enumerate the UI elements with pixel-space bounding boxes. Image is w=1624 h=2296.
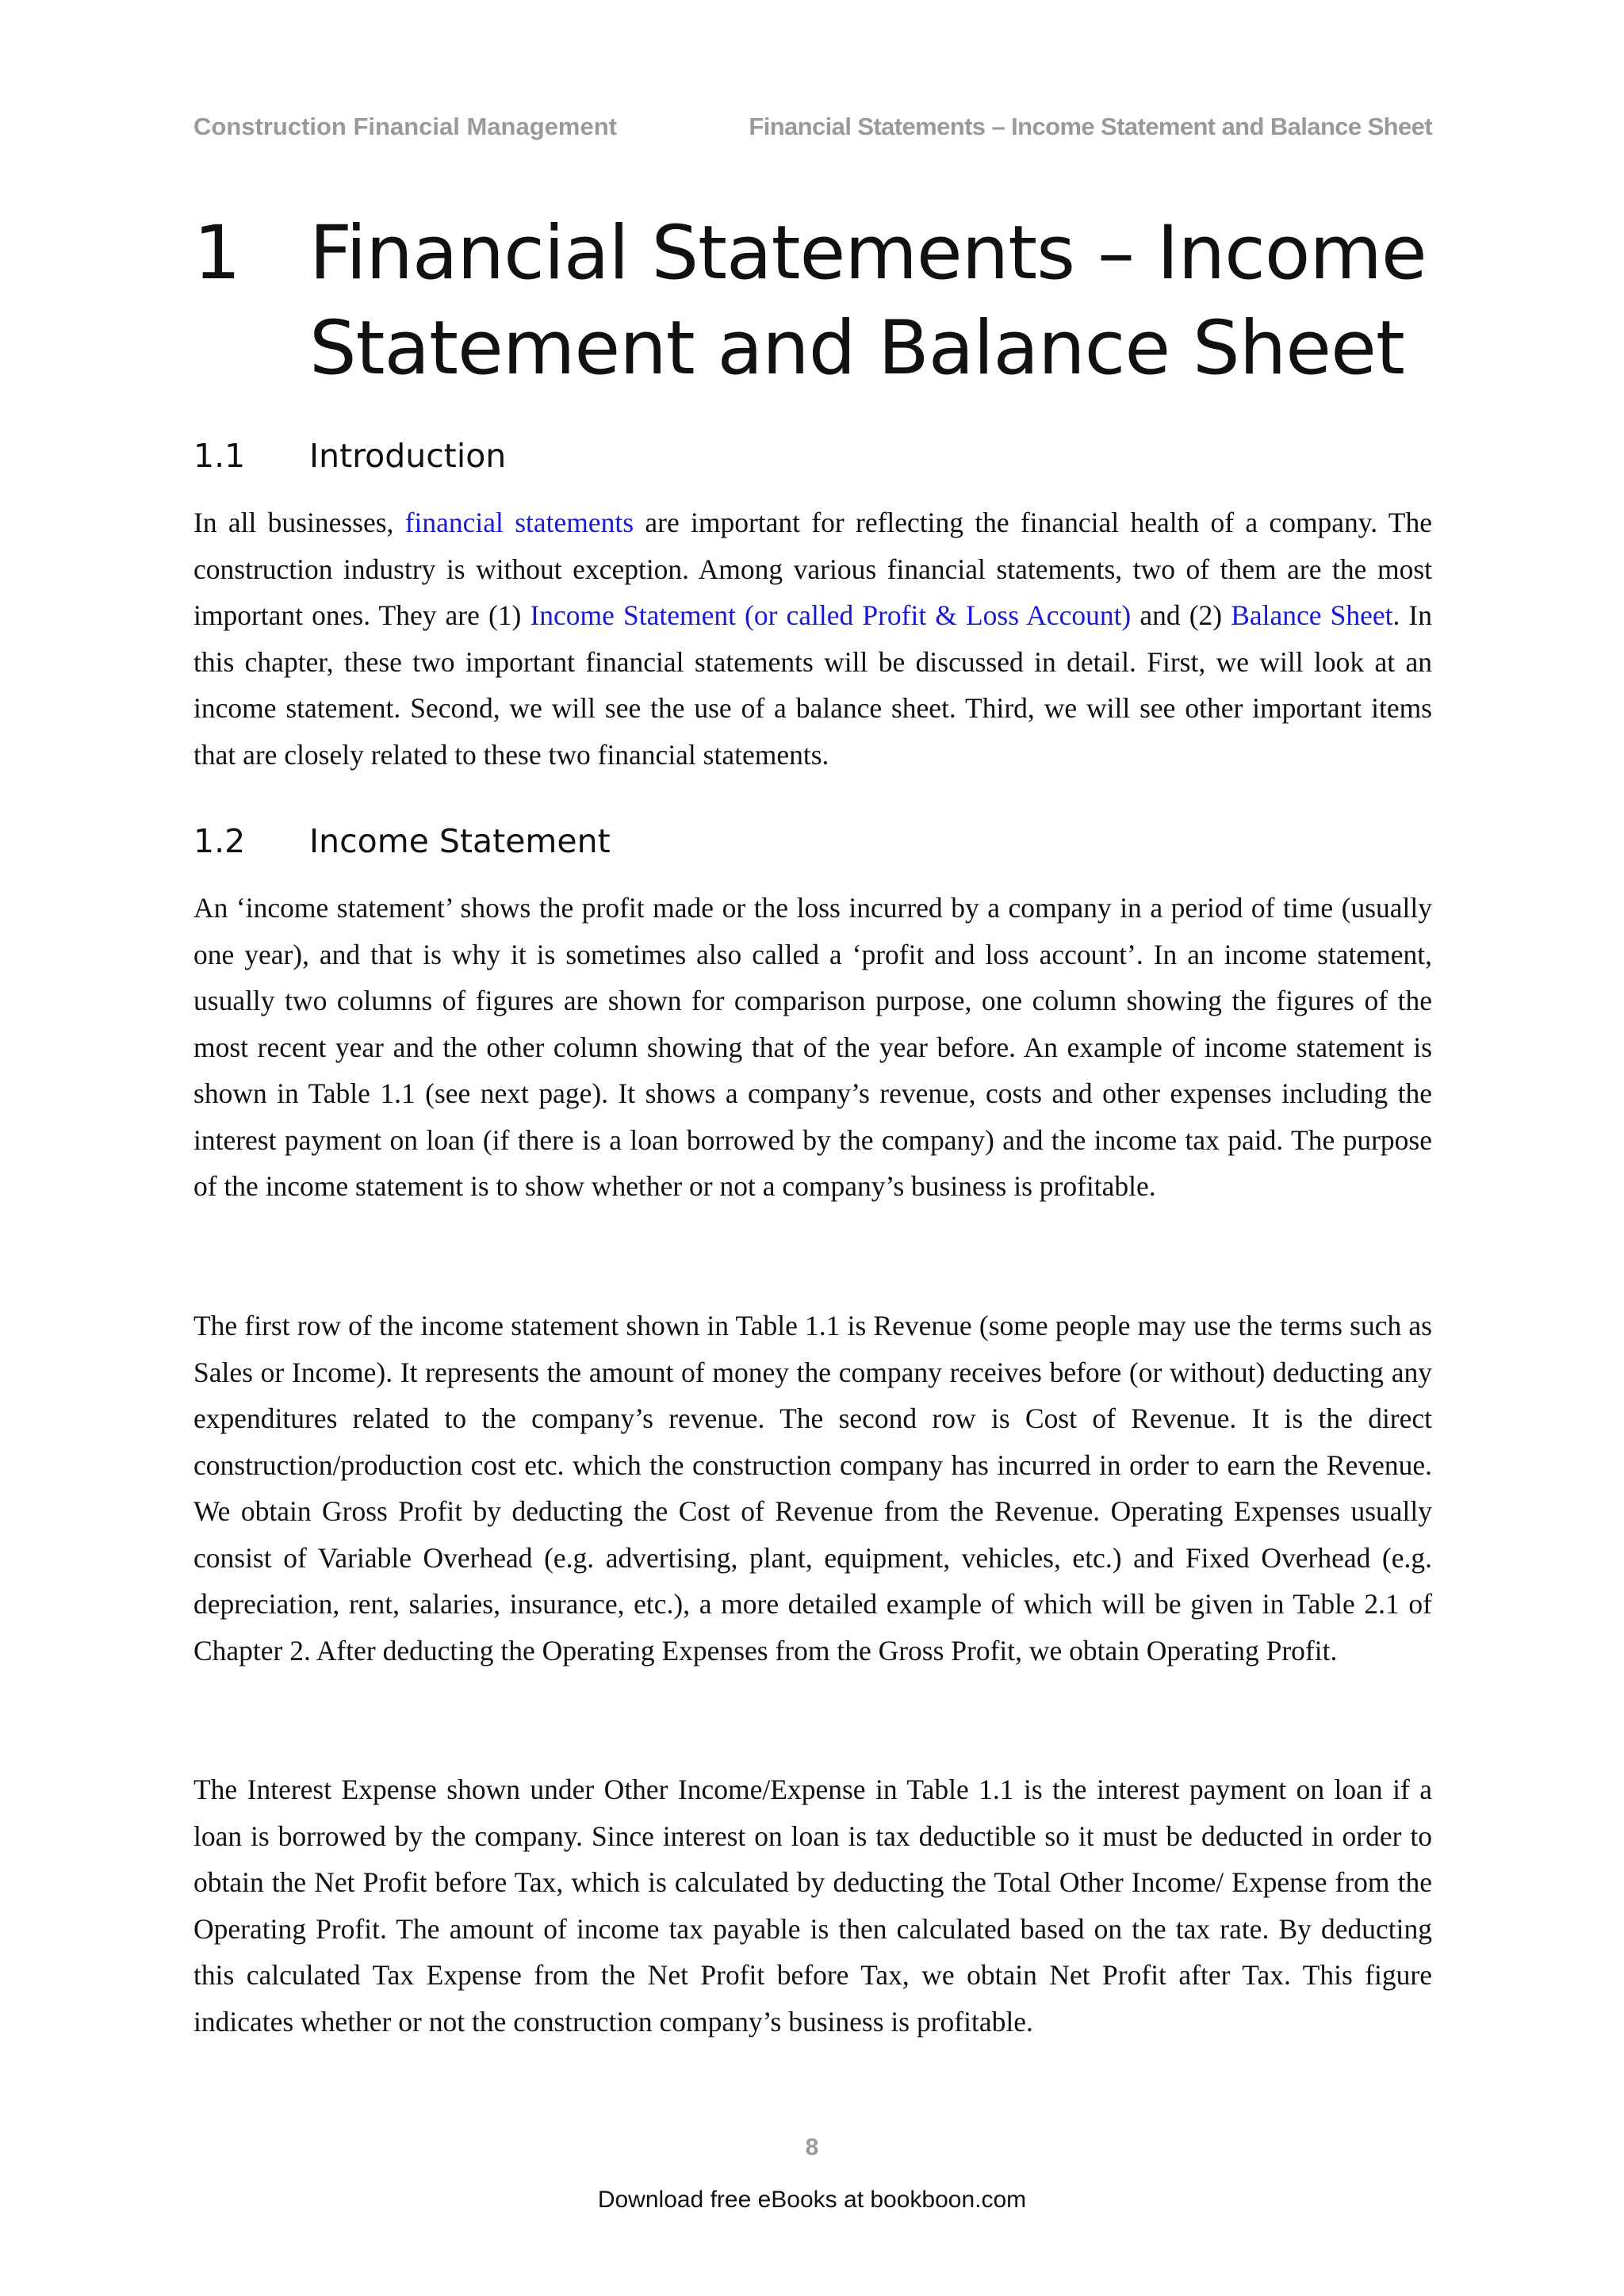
income-statement-paragraph-3: The Interest Expense shown under Other Income/Expense in Table 1.1 is the interest payment on loan if a loan is borrowed by the company. Since interest on loan is tax deductible so it must be deducted in order to obtain the Net Profit before Tax, which is calculated by deducting the Total Other Income/ Expense from the Operating Profit. The amount of income tax payable is then calculated based on the tax rate. By deducting this calculated Tax Expense from the Net Profit before Tax, we obtain Net Profit after Tax. This figure indicates whether or not the construction company’s business is profitable. xyxy=(193,1774,1432,2038)
header-book-title: Construction Financial Management xyxy=(193,113,617,140)
introduction-paragraph xyxy=(193,499,1432,778)
section-number: 1.1 xyxy=(193,437,246,475)
balance-sheet-link[interactable]: Balance Sheet xyxy=(1231,599,1393,631)
footer-download-note: Download free eBooks at bookboon.com xyxy=(597,2187,1027,2213)
intro-text-2: are important for reflecting the financial health of a company. The construction industry is without exception. Among various financial statements, two of them are the most important ones. They are (1) xyxy=(193,507,1432,631)
running-header xyxy=(193,113,1432,144)
intro-text-1: In all businesses, xyxy=(193,507,405,538)
income-statement-paragraph-1: An ‘income statement’ shows the profit made or the loss incurred by a company in a period of time (usually one year), and that is why it is sometimes also called a ‘profit and loss account’. In an income statement, usually two columns of figures are shown for comparison purpose, one column showing the figures of the most recent year and the other column showing that of the year before. An example of income statement is shown in Table 1.1 (see next page). It shows a company’s revenue, costs and other expenses including the interest payment on loan (if there is a loan borrowed by the company) and the income tax paid. The purpose of the income statement is to show whether or not a company’s business is profitable. xyxy=(193,892,1432,1202)
financial-statements-link[interactable]: financial statements xyxy=(404,507,634,538)
section-title: Income Statement xyxy=(309,822,611,860)
income-statement-paragraph-2: The first row of the income statement shown in Table 1.1 is Revenue (some people may use the terms such as Sales or Income). It represents the amount of money the company receives before (or without) deducting any expenditures related to the company’s revenue. The second row is Cost of Revenue. It is the direct construction/production cost etc. which the construction company has incurred in order to earn the Revenue. We obtain Gross Profit by deducting the Cost of Revenue from the Revenue. Operating Expenses usually consist of Variable Overhead (e.g. advertising, plant, equipment, vehicles, etc.) and Fixed Overhead (e.g. depreciation, rent, salaries, insurance, etc.), a more detailed example of which will be given in Table 2.1 of Chapter 2. After deducting the Operating Expenses from the Gross Profit, we obtain Operating Profit. xyxy=(193,1310,1432,1667)
intro-text-4: . In this chapter, these two important financial statements will be discussed in detail. First, we will look at an income statement. Second, we will see the use of a balance sheet. Third, we will see other important items that are closely related to these two financial statements. xyxy=(193,599,1433,771)
chapter-number: 1 xyxy=(193,210,240,297)
header-chapter-title: Financial Statements – Income Statement and Balance Sheet xyxy=(749,113,1432,140)
chapter-title: Financial Statements – Income Statement and Balance Sheet xyxy=(309,210,1427,392)
section-title: Introduction xyxy=(309,437,507,475)
page-number: 8 xyxy=(805,2134,819,2160)
income-statement-link[interactable]: Income Statement (or called Profit & Loss Account) xyxy=(530,599,1132,631)
section-number: 1.2 xyxy=(193,822,246,860)
intro-text-3: and (2) xyxy=(1131,599,1231,631)
